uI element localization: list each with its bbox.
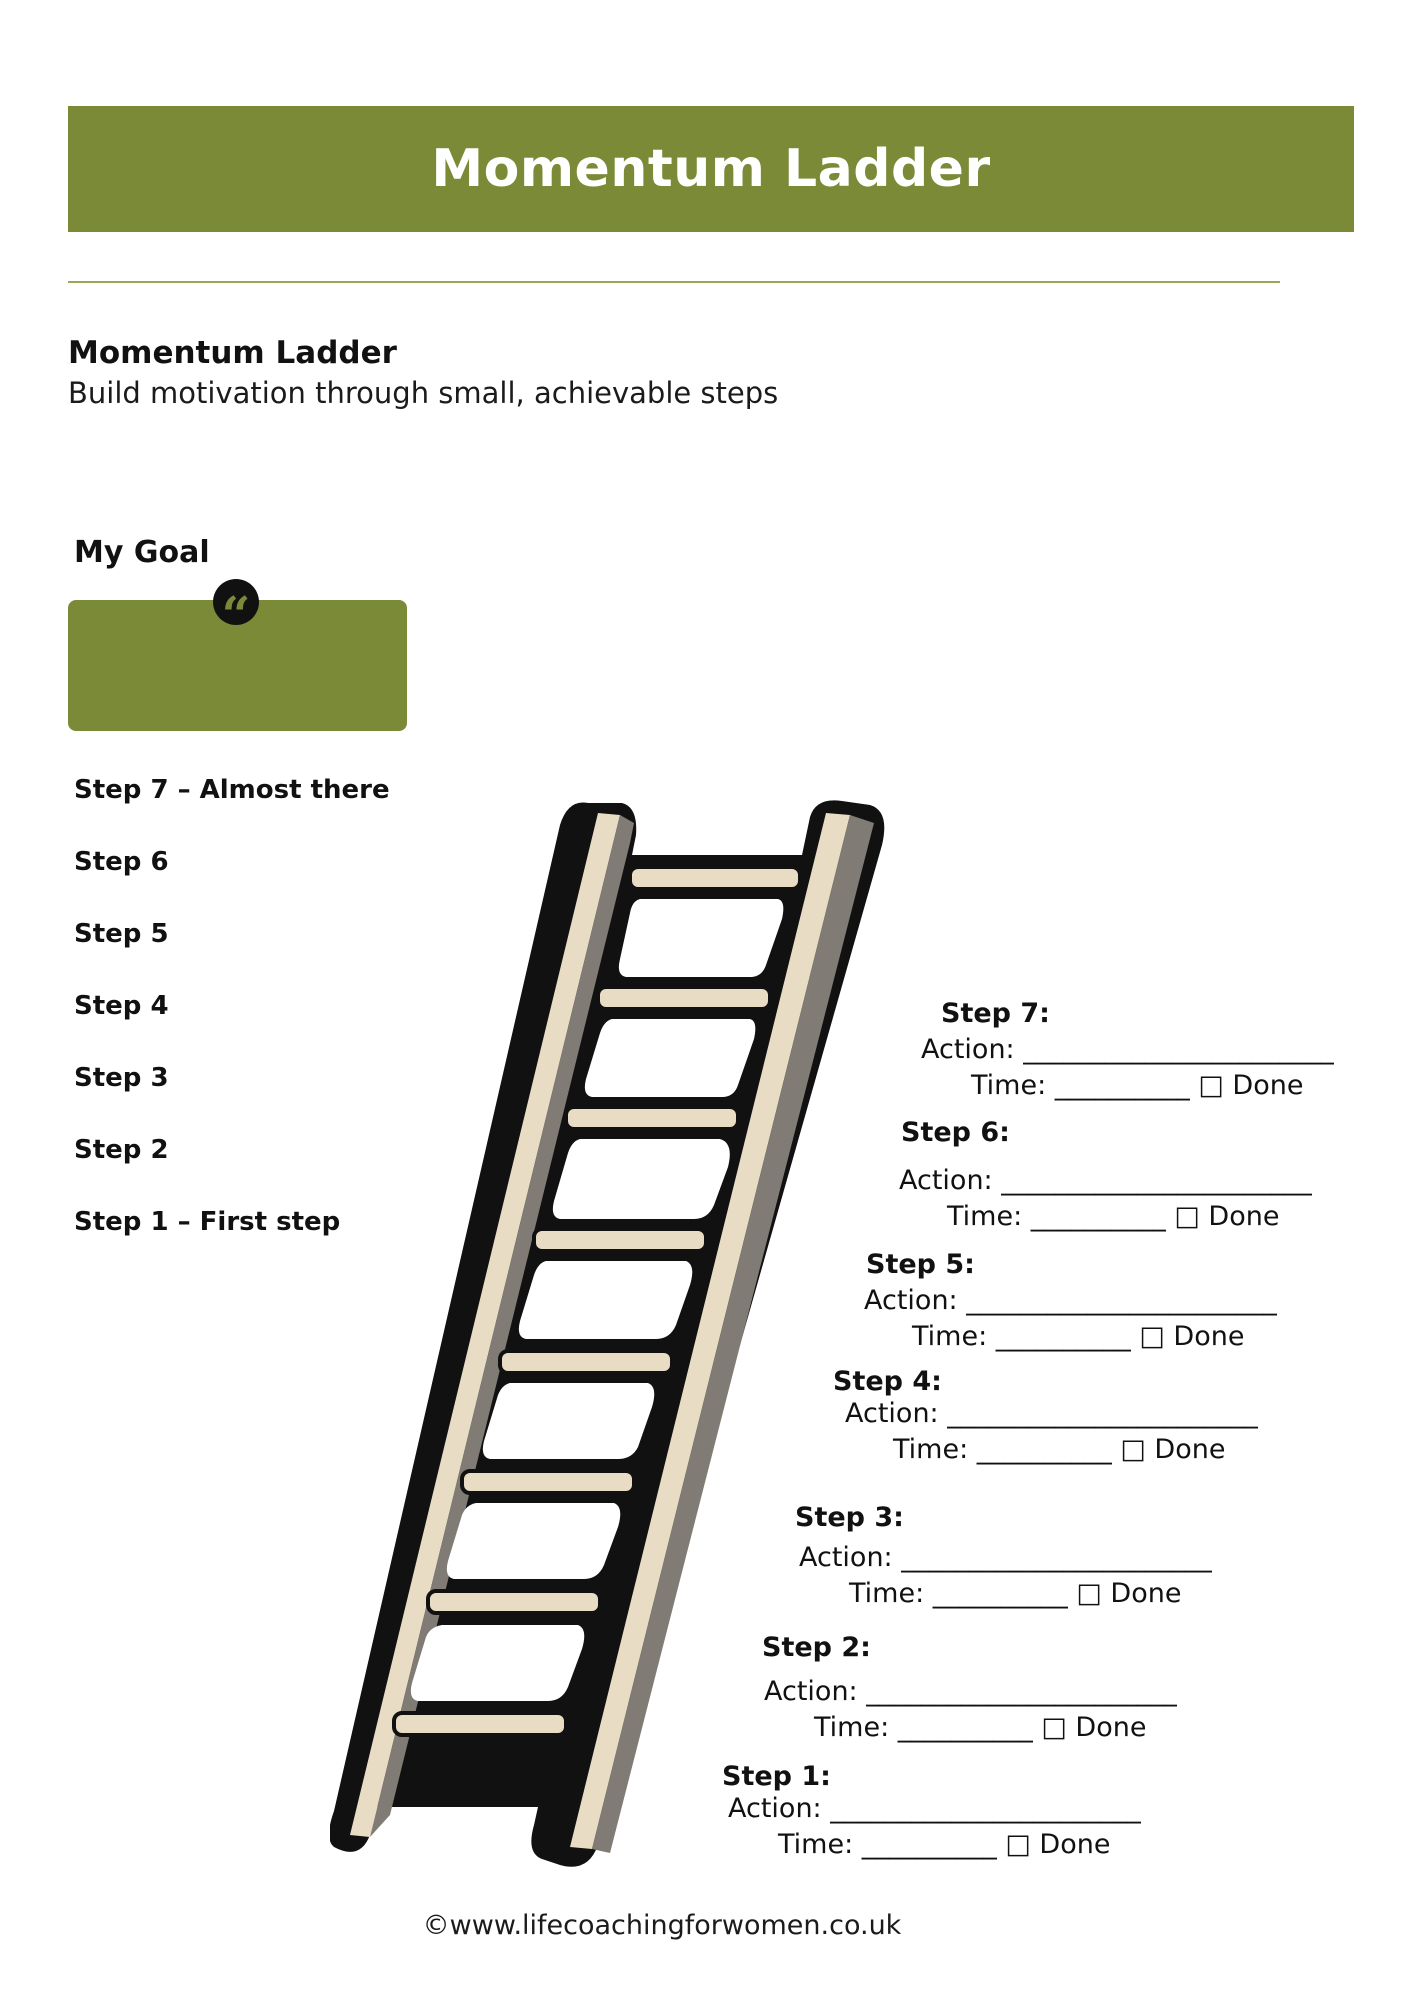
ladder-rung-0 [394,1713,566,1735]
plan-step-title: Step 7: [941,998,1050,1029]
ladder-gap-1 [619,899,783,977]
intro-heading: Momentum Ladder [68,335,397,371]
plan-time-field[interactable]: Time: __________ □ Done [778,1829,1111,1860]
footer-copyright: ©www.lifecoachingforwomen.co.uk [422,1910,902,1941]
plan-time-field[interactable]: Time: __________ □ Done [849,1578,1182,1609]
plan-step-4 [833,1364,1258,1468]
ladder-gap-2 [585,1019,755,1097]
plan-action-field[interactable]: Action: _______________________ [864,1285,1277,1316]
plan-step-title: Step 6: [901,1117,1010,1148]
header-band [68,106,1354,232]
plan-step-5 [866,1247,1279,1355]
plan-step-title: Step 5: [866,1249,975,1280]
ladder-gap-3 [553,1139,730,1219]
ladder-rung-6 [598,987,770,1009]
plan-time-field[interactable]: Time: __________ □ Done [912,1321,1245,1352]
plan-action-field[interactable]: Action: _______________________ [764,1676,1177,1707]
ladder-rung-7 [630,867,800,889]
plan-action-field[interactable]: Action: _______________________ [899,1165,1312,1196]
plan-time-field[interactable]: Time: __________ □ Done [947,1201,1280,1232]
header-divider [68,281,1280,283]
plan-action-field[interactable]: Action: _______________________ [845,1398,1258,1429]
plan-action-field[interactable]: Action: _______________________ [921,1034,1334,1065]
plan-step-2 [762,1630,1175,1746]
plan-step-6 [901,1115,1314,1235]
plan-time-field[interactable]: Time: __________ □ Done [814,1712,1147,1743]
step-label-5: Step 5 [74,919,169,949]
plan-step-title: Step 3: [795,1502,904,1533]
ladder-rung-4 [534,1229,706,1251]
step-label-6: Step 6 [74,847,169,877]
step-label-4: Step 4 [74,991,169,1021]
plan-time-field[interactable]: Time: __________ □ Done [893,1434,1226,1465]
quote-icon: “ [213,579,259,625]
page-title: Momentum Ladder [431,139,991,199]
goal-label: My Goal [74,535,210,570]
plan-time-field[interactable]: Time: __________ □ Done [971,1070,1304,1101]
plan-step-title: Step 1: [722,1761,831,1792]
plan-step-3 [795,1500,1212,1612]
ladder-rung-2 [462,1471,634,1493]
ladder-rung-5 [566,1107,738,1129]
plan-step-title: Step 4: [833,1366,942,1397]
ladder-gap-7 [411,1625,584,1701]
step-label-3: Step 3 [74,1063,169,1093]
ladder-rung-1 [428,1591,600,1613]
step-label-1: Step 1 – First step [74,1207,341,1237]
step-label-7: Step 7 – Almost there [74,775,390,805]
ladder-gap-6 [447,1503,620,1579]
plan-action-field[interactable]: Action: _______________________ [799,1542,1212,1573]
ladder-rung-3 [500,1351,672,1373]
plan-step-1 [722,1759,1141,1863]
plan-step-title: Step 2: [762,1632,871,1663]
plan-action-field[interactable]: Action: _______________________ [728,1793,1141,1824]
ladder-gap-4 [519,1261,692,1339]
plan-step-7 [921,996,1354,1104]
intro-text: Build motivation through small, achievable steps [68,376,779,410]
step-label-2: Step 2 [74,1135,169,1165]
ladder-gap-5 [483,1383,654,1459]
